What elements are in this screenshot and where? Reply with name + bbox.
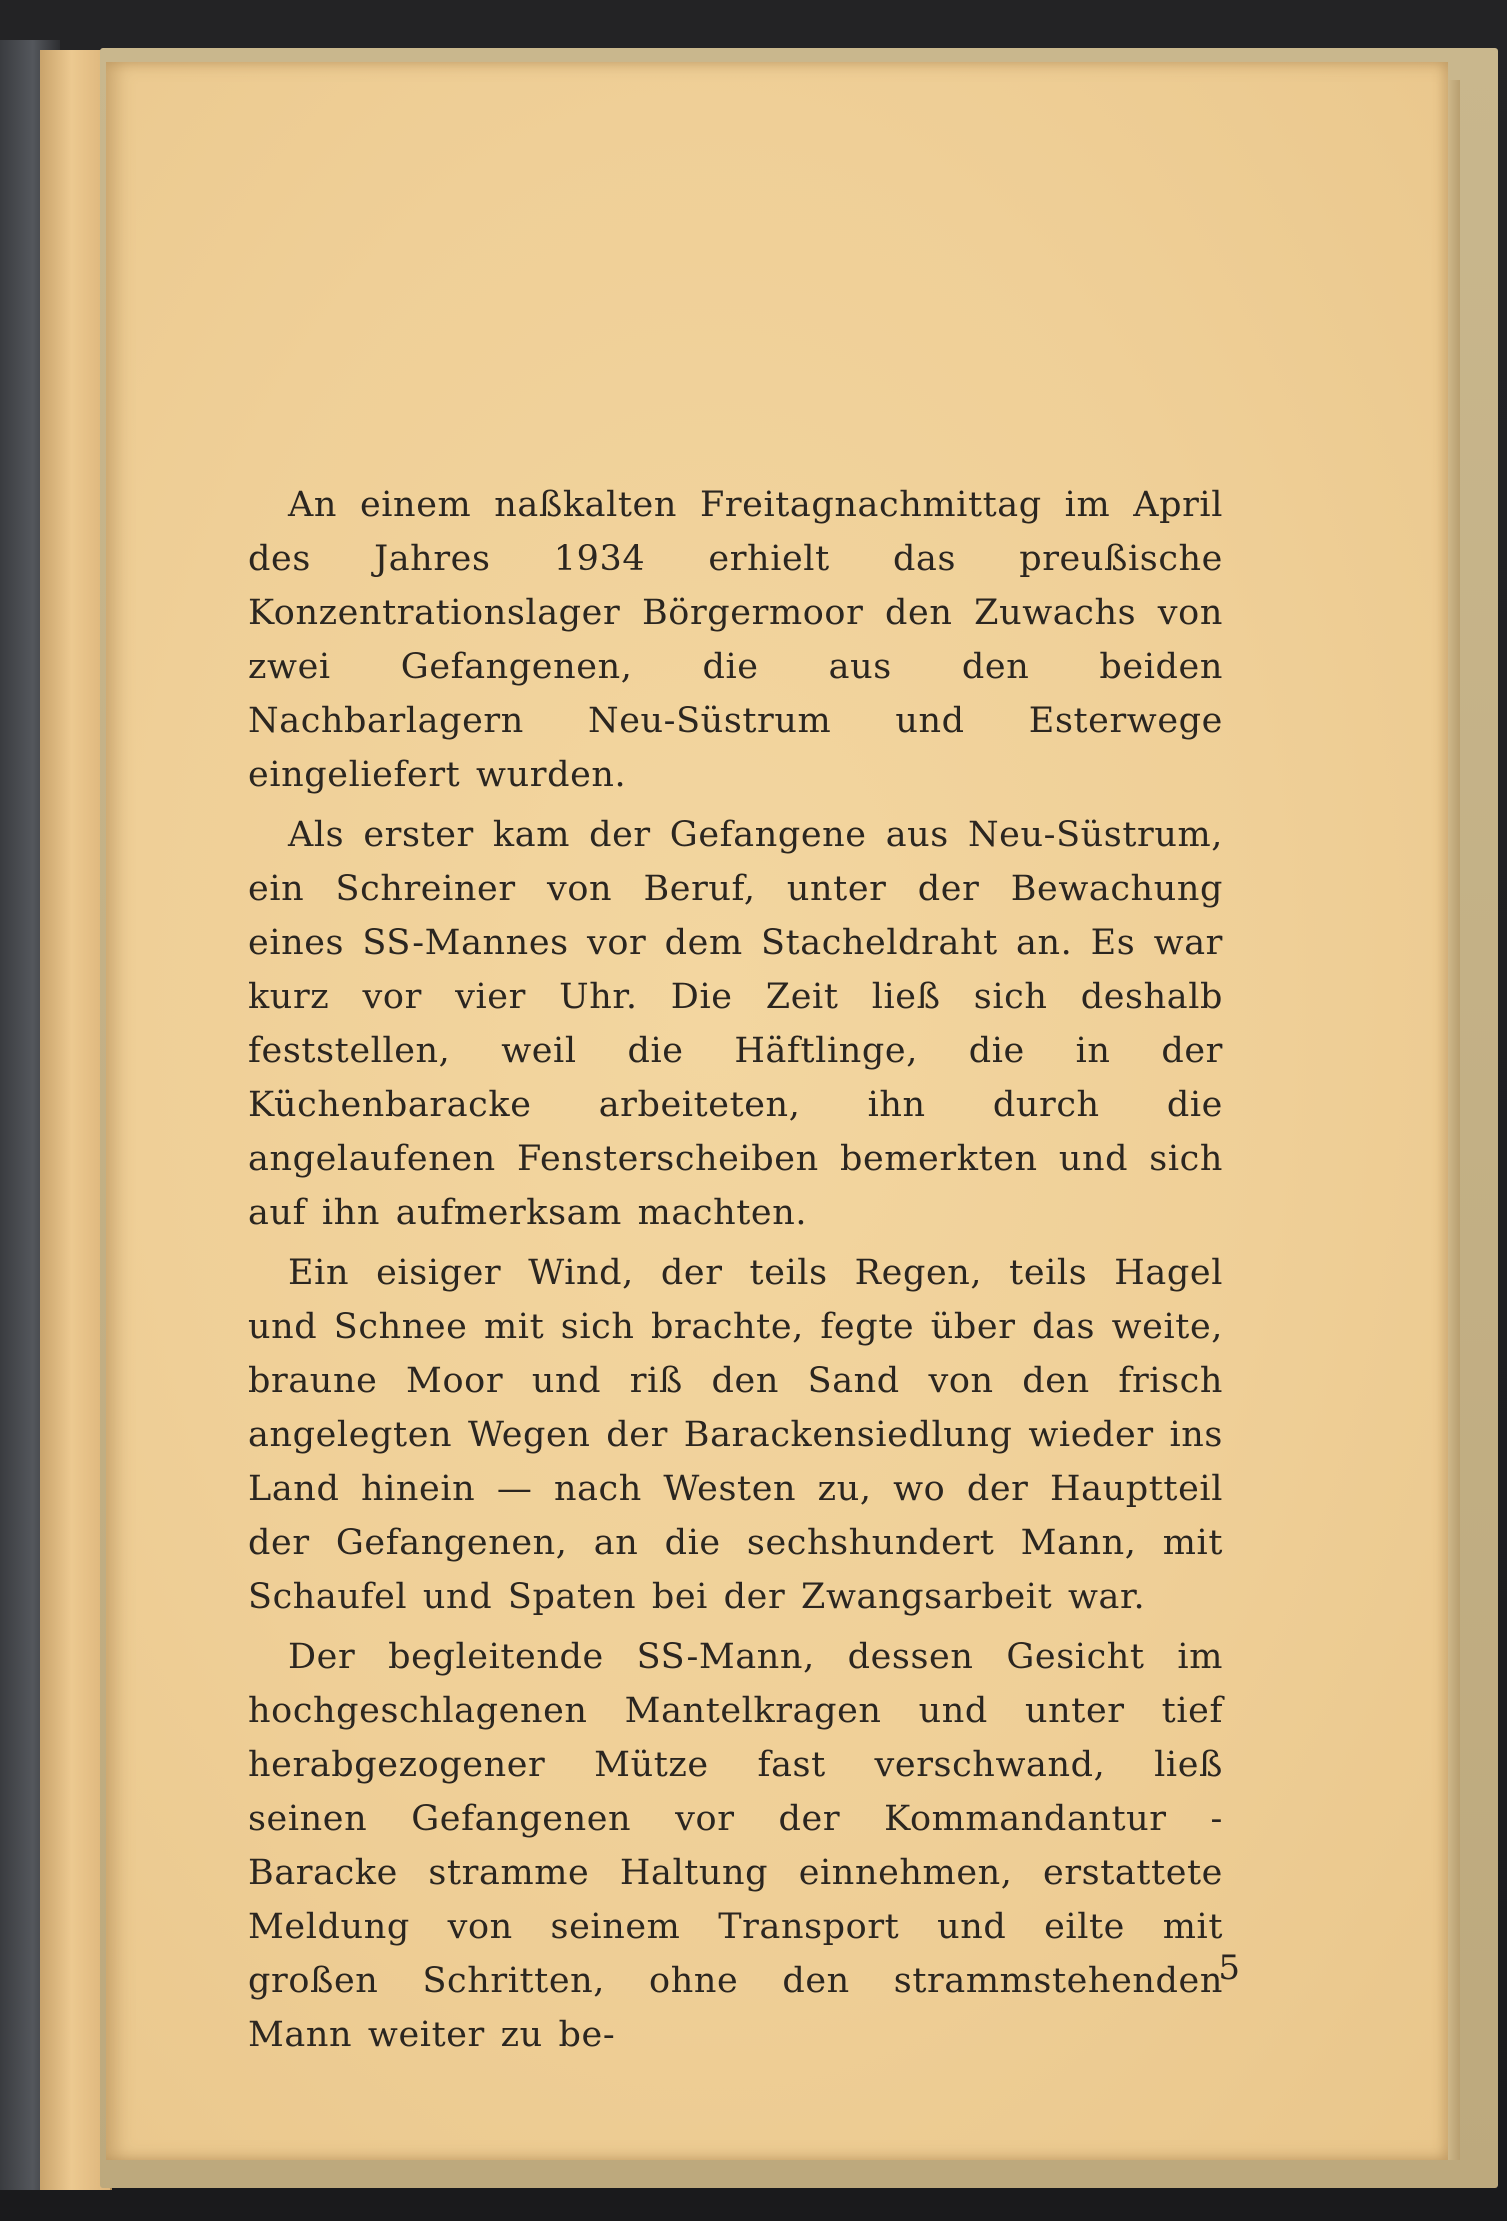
page-number: 5 bbox=[1218, 1948, 1240, 1988]
paragraph-1: An einem naßkalten Freitagnachmittag im April des Jahres 1934 erhielt das preußische Konzentrationslager Börgermoor den Zuwachs von zwei Gefangenen, die aus den beiden Nachbarlagern Neu-Süstrum und Esterwege eingeliefert wurden. bbox=[248, 485, 1223, 795]
body-text bbox=[248, 478, 1223, 2068]
page-stack-edge bbox=[1448, 80, 1460, 2160]
paragraph-4: Der begleitende SS-Mann, dessen Gesicht im hochgeschlagenen Mantelkragen und unter tief herabgezogener Mütze fast verschwand, ließ seinen Gefangenen vor der Kommandantur - Baracke stramme Haltung einnehmen, erstattete Meldung von seinem Transport und eilte mit großen Schritten, ohne den strammstehenden Mann weiter zu be- bbox=[248, 1637, 1223, 2055]
paragraph-2: Als erster kam der Gefangene aus Neu-Süstrum, ein Schreiner von Beruf, unter der Bewachung eines SS-Mannes vor dem Stacheldraht an. Es war kurz vor vier Uhr. Die Zeit ließ sich deshalb feststellen, weil die Häftlinge, die in der Küchenbaracke arbeiteten, ihn durch die angelaufenen Fensterscheiben bemerkten und sich auf ihn aufmerksam machten. bbox=[248, 815, 1223, 1233]
paragraph-3: Ein eisiger Wind, der teils Regen, teils Hagel und Schnee mit sich brachte, fegte über das weite, braune Moor und riß den Sand von den frisch angelegten Wegen der Barackensiedlung wieder ins Land hinein — nach Westen zu, wo der Hauptteil der Gefangenen, an die sechshundert Mann, mit Schaufel und Spaten bei der Zwangsarbeit war. bbox=[248, 1253, 1223, 1617]
